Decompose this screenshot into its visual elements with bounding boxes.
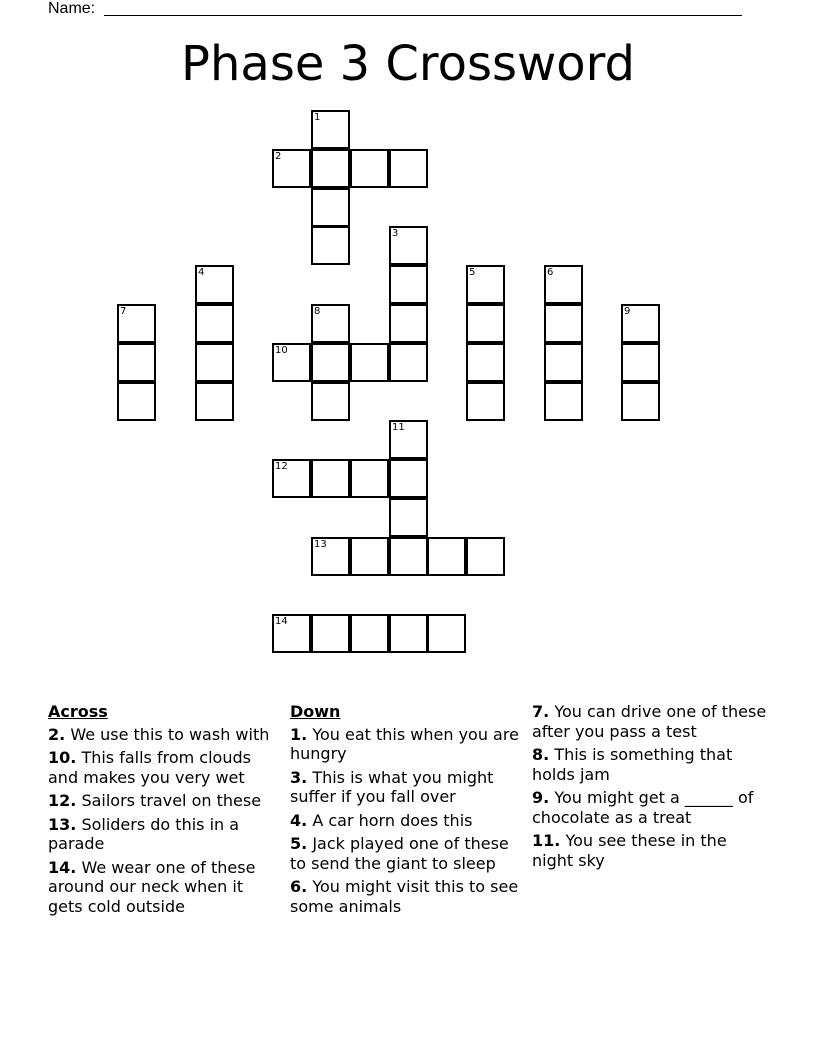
clue-num: 1. [290, 724, 308, 744]
clue-num: 8. [532, 745, 550, 764]
grid-cell[interactable] [389, 498, 428, 537]
grid-cell[interactable] [389, 304, 428, 343]
clue-item [48, 725, 280, 745]
across-heading: Across [48, 702, 108, 721]
clue-text: Soliders do this in a parade [48, 814, 240, 853]
clue-number: 12 [275, 461, 288, 472]
clue-item [290, 834, 524, 873]
grid-cell[interactable] [389, 149, 428, 188]
clue-text: You eat this when you are hungry [290, 724, 519, 763]
clue-text: A car horn does this [312, 810, 473, 830]
grid-cell[interactable] [389, 459, 428, 498]
grid-cell[interactable] [389, 265, 428, 304]
grid-cell[interactable] [350, 537, 389, 576]
clue-text: You can drive one of these after you pass a test [532, 702, 767, 741]
down-clues [290, 702, 524, 920]
grid-cell[interactable] [621, 382, 660, 421]
clue-item [290, 877, 524, 916]
clue-num: 5. [290, 834, 308, 853]
clue-item [532, 831, 772, 870]
grid-cell[interactable] [311, 149, 350, 188]
grid-cell[interactable] [311, 188, 350, 227]
grid-cell[interactable] [466, 537, 505, 576]
grid-cell[interactable] [311, 110, 350, 149]
clue-text: Sailors travel on these [81, 791, 262, 810]
clue-item [48, 791, 280, 811]
grid-cell[interactable] [311, 343, 350, 382]
clue-number: 4 [198, 267, 205, 278]
grid-cell[interactable] [117, 343, 156, 382]
clue-text: We use this to wash with [70, 724, 270, 744]
grid-cell[interactable] [466, 343, 505, 382]
down-clues-continued [532, 702, 772, 874]
grid-cell[interactable] [427, 537, 466, 576]
clue-text: This falls from clouds and makes you very wet [48, 748, 251, 787]
grid-cell[interactable] [117, 304, 156, 343]
clue-number: 7 [120, 306, 127, 317]
clue-number: 10 [275, 345, 288, 356]
grid-cell[interactable] [350, 149, 389, 188]
grid-cell[interactable] [272, 459, 311, 498]
clue-num: 14. [48, 857, 77, 877]
clue-item [48, 815, 280, 854]
grid-cell[interactable] [272, 149, 311, 188]
grid-cell[interactable] [544, 382, 583, 421]
grid-cell[interactable] [272, 614, 311, 653]
clue-item [532, 788, 772, 827]
clue-num: 2. [48, 724, 66, 744]
clue-num: 3. [290, 767, 308, 787]
clue-number: 2 [275, 151, 282, 162]
grid-cell[interactable] [427, 614, 466, 653]
name-label: Name: [48, 0, 96, 17]
grid-cell[interactable] [389, 420, 428, 459]
clue-item [290, 768, 524, 807]
grid-cell[interactable] [466, 265, 505, 304]
grid-cell[interactable] [195, 304, 234, 343]
clue-num: 13. [48, 814, 77, 834]
clue-num: 6. [290, 877, 308, 896]
grid-cell[interactable] [466, 304, 505, 343]
clue-text: This is what you might suffer if you fall over [290, 767, 494, 806]
clue-num: 9. [532, 788, 550, 807]
across-clues [48, 702, 280, 920]
grid-cell[interactable] [350, 343, 389, 382]
clue-number: 9 [624, 306, 631, 317]
clue-text: This is something that holds jam [532, 745, 733, 784]
clue-item [290, 811, 524, 831]
grid-cell[interactable] [311, 382, 350, 421]
grid-cell[interactable] [621, 304, 660, 343]
grid-cell[interactable] [389, 226, 428, 265]
clue-num: 4. [290, 810, 308, 830]
clue-number: 14 [275, 616, 288, 627]
grid-cell[interactable] [389, 614, 428, 653]
clue-text: We wear one of these around our neck when it gets cold outside [48, 857, 256, 916]
clue-number: 5 [469, 267, 476, 278]
clue-num: 12. [48, 791, 77, 810]
clue-text: You might visit this to see some animals [290, 877, 519, 916]
grid-cell[interactable] [311, 459, 350, 498]
grid-cell[interactable] [544, 304, 583, 343]
grid-cell[interactable] [389, 343, 428, 382]
clue-text: You might get a ______ of chocolate as a treat [532, 788, 754, 827]
clue-number: 13 [314, 539, 327, 550]
clue-number: 8 [314, 306, 321, 317]
grid-cell[interactable] [311, 304, 350, 343]
clue-num: 11. [532, 831, 561, 850]
grid-cell[interactable] [195, 382, 234, 421]
clue-number: 6 [547, 267, 554, 278]
grid-cell[interactable] [544, 265, 583, 304]
clue-number: 11 [392, 422, 405, 433]
grid-cell[interactable] [195, 265, 234, 304]
grid-cell[interactable] [621, 343, 660, 382]
clue-item [290, 725, 524, 764]
grid-cell[interactable] [389, 537, 428, 576]
clue-number: 3 [392, 228, 399, 239]
clue-item [48, 858, 280, 917]
grid-cell[interactable] [311, 614, 350, 653]
grid-cell[interactable] [117, 382, 156, 421]
clue-num: 7. [532, 702, 550, 721]
grid-cell[interactable] [272, 343, 311, 382]
grid-cell[interactable] [350, 614, 389, 653]
clue-item [48, 748, 280, 787]
grid-cell[interactable] [544, 343, 583, 382]
clue-number: 1 [314, 112, 321, 123]
grid-cell[interactable] [311, 226, 350, 265]
down-heading: Down [290, 702, 341, 721]
page-title: Phase 3 Crossword [181, 36, 635, 92]
clue-item [532, 745, 772, 784]
grid-cell[interactable] [311, 537, 350, 576]
grid-cell[interactable] [466, 382, 505, 421]
clue-num: 10. [48, 748, 77, 767]
clue-item [532, 702, 772, 741]
clue-text: Jack played one of these to send the giant to sleep [290, 834, 509, 873]
grid-cell[interactable] [350, 459, 389, 498]
clue-text: You see these in the night sky [532, 831, 727, 870]
grid-cell[interactable] [195, 343, 234, 382]
